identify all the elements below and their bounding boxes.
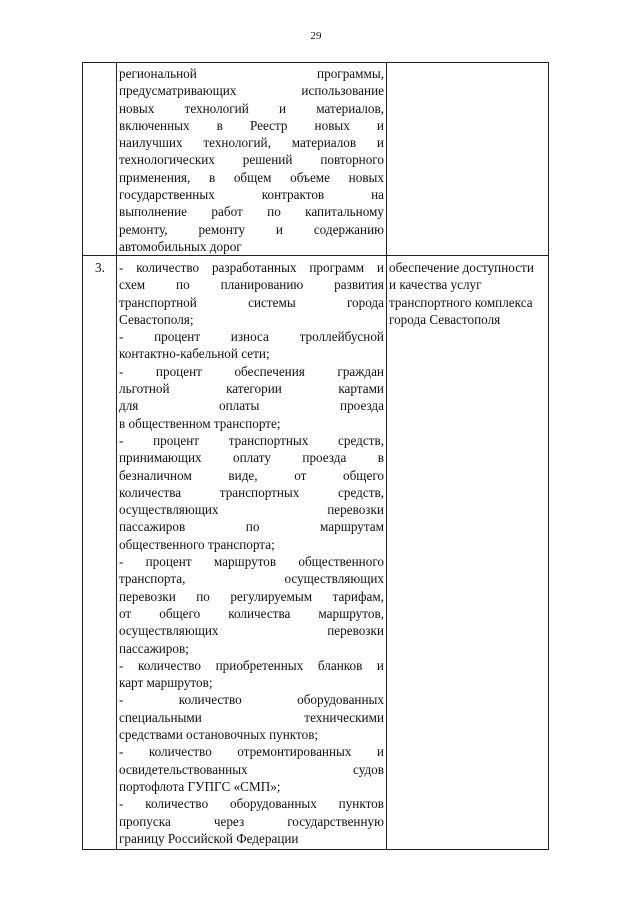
text-line: - количество оборудованных пунктов — [119, 796, 384, 812]
text-line: средствами остановочных пунктов; — [119, 727, 319, 743]
row-2-expected-result — [389, 259, 547, 328]
text-line: льготной категории картами — [119, 381, 384, 397]
text-line: государственных контрактов на — [119, 187, 384, 203]
text-line: - количество разработанных программ и — [119, 260, 384, 275]
row-2-description — [119, 259, 384, 847]
text-line: осуществляющих перевозки — [119, 502, 384, 518]
row-1-description — [119, 65, 384, 255]
text-line: и качества услуг — [389, 277, 482, 293]
text-line: общественного транспорта; — [119, 536, 275, 552]
text-line: - процент маршрутов общественного — [119, 554, 384, 570]
text-line: - процент транспортных средств, — [119, 432, 384, 448]
text-line: осуществляющих перевозки — [119, 623, 384, 639]
column-divider-number — [116, 63, 117, 849]
text-line: схем по планированию развития — [119, 277, 384, 293]
text-line: пропуска через государственную — [119, 813, 384, 829]
text-line: освидетельствованных судов — [119, 761, 384, 777]
text-line: транспортной системы города — [119, 294, 384, 310]
text-line: специальными техническими — [119, 709, 384, 725]
text-line: автомобильных дорог — [119, 238, 242, 254]
text-line: в общественном транспорте; — [119, 415, 281, 431]
text-line: новых технологий и материалов, — [119, 100, 384, 116]
text-line: пассажиров по маршрутам — [119, 519, 384, 535]
text-line: перевозки по регулируемым тарифам, — [119, 588, 384, 604]
text-line: региональной программы, — [119, 66, 384, 81]
text-line: наилучших технологий, материалов и — [119, 135, 384, 151]
text-line: транспорта, осуществляющих — [119, 571, 384, 587]
text-line: - количество оборудованных — [119, 692, 384, 708]
text-line: границу Российской Федерации — [119, 830, 299, 846]
text-line: технологических решений повторного — [119, 152, 384, 168]
text-line: принимающих оплату проезда в — [119, 450, 384, 466]
text-line: - количество отремонтированных и — [119, 744, 384, 760]
text-line: ремонту, ремонту и содержанию — [119, 221, 384, 237]
text-line: выполнение работ по капитальному — [119, 204, 384, 220]
text-line: предусматривающих использование — [119, 83, 384, 99]
text-line: карт маршрутов; — [119, 675, 213, 691]
text-line: - процент износа троллейбусной — [119, 329, 384, 345]
column-divider-result — [386, 63, 387, 849]
text-line: - количество приобретенных бланков и — [119, 657, 384, 673]
page-number: 29 — [310, 30, 322, 42]
text-line: безналичном виде, от общего — [119, 467, 384, 483]
text-line: портофлота ГУПГС «СМП»; — [119, 778, 281, 794]
text-line: контактно-кабельной сети; — [119, 346, 270, 362]
text-line: для оплаты проезда — [119, 398, 384, 414]
text-line: от общего количества маршрутов, — [119, 605, 384, 621]
text-line: - процент обеспечения граждан — [119, 363, 384, 379]
text-line: транспортного комплекса — [389, 294, 533, 310]
text-line: применения, в общем объеме новых — [119, 169, 384, 185]
text-line: количества транспортных средств, — [119, 484, 384, 500]
row-2-number: 3. — [95, 260, 105, 275]
text-line: Севастополя; — [119, 311, 194, 327]
text-line: включенных в Реестр новых и — [119, 117, 384, 133]
text-line: пассажиров; — [119, 640, 189, 656]
document-table — [82, 62, 549, 850]
text-line: города Севастополя — [389, 311, 501, 327]
text-line: обеспечение доступности — [389, 260, 534, 275]
